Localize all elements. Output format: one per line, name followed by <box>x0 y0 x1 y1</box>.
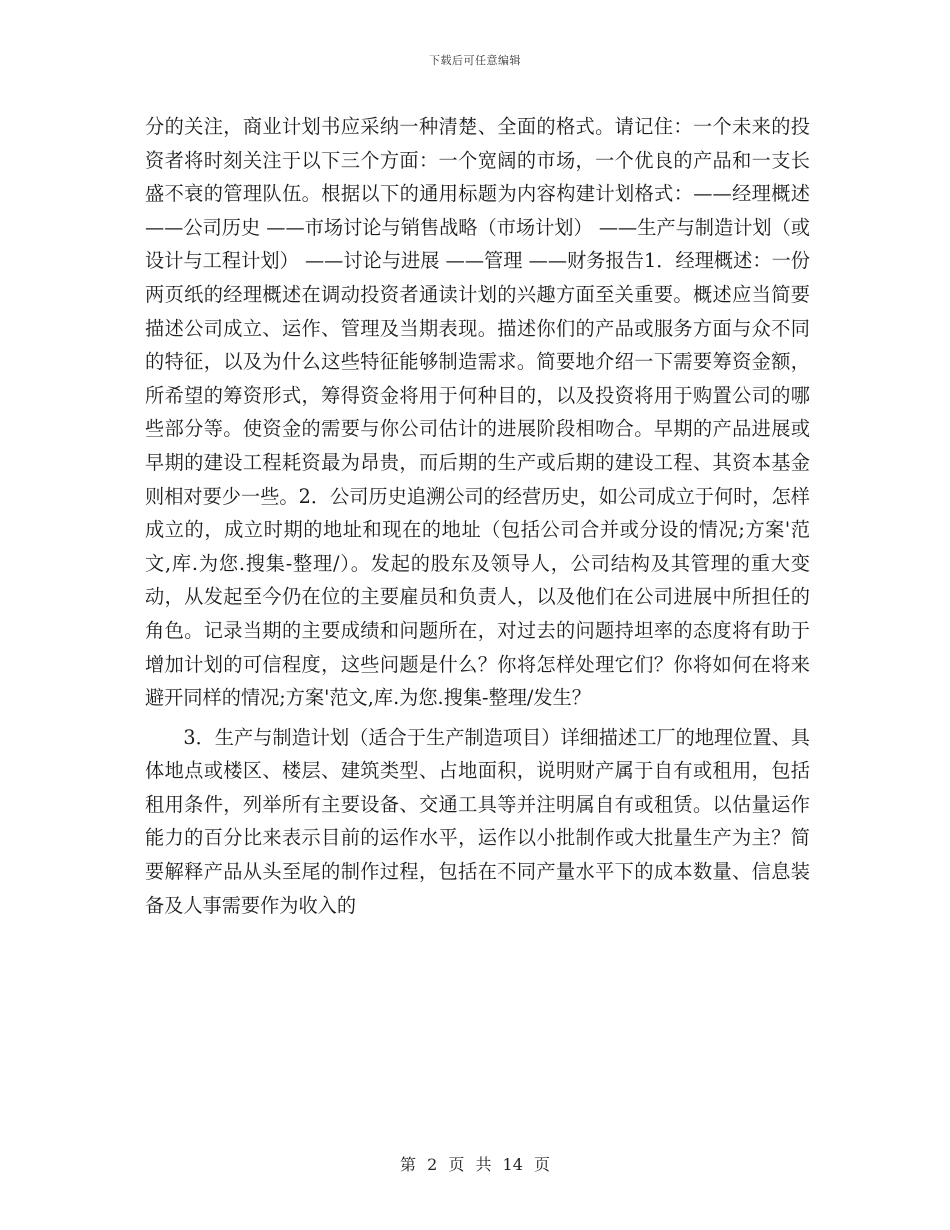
page-number: 第 2 页 共 14 页 <box>400 1155 550 1174</box>
page-header: 下载后可任意编辑 <box>429 54 521 67</box>
document-body <box>145 110 810 922</box>
body-paragraph: 3．生产与制造计划（适合于生产制造项目）详细描述工厂的地理位置、具体地点或楼区、楼层、建筑类型、占地面积，说明财产属于自有或租用，包括租用条件，列举所有主要设备、交通工具等并注明属自有或租赁。以估量运作能力的百分比来表示目前的运作水平，运作以小批制作或大批量生产为主？简要解释产品从头至尾的制作过程，包括在不同产量水平下的成本数量、信息装备及人事需要作为收入的 <box>145 725 810 917</box>
body-paragraph: 分的关注，商业计划书应采纳一种清楚、全面的格式。请记住：一个未来的投资者将时刻关注于以下三个方面：一个宽阔的市场，一个优良的产品和一支长盛不衰的管理队伍。根据以下的通用标题为内容构建计划格式：——经理概述 ——公司历史 ——市场讨论与销售战略（市场计划） ——生产与制造计划（或设计与工程计划） ——讨论与进展 ——管理 ——财务报告1．经理概述：一份两页纸的经理概述在调动投资者通读计划的兴趣方面至关重要。概述应当简要描述公司成立、运作、管理及当期表现。描述你们的产品或服务方面与众不同的特征，以及为什么这些特征能够制造需求。简要地介绍一下需要筹资金额，所希望的筹资形式，筹得资金将用于何种目的，以及投资将用于购置公司的哪些部分等。使资金的需要与你公司估计的进展阶段相吻合。早期的产品进展或早期的建设工程耗资最为昂贵，而后期的生产或后期的建设工程、其资本基金则相对要少一些。2．公司历史追溯公司的经营历史，如公司成立于何时，怎样成立的，成立时期的地址和现在的地址（包括公司合并或分设的情况;方案'范文,库.为您.搜集-整理/）。发起的股东及领导人，公司结构及其管理的重大变动，从发起至今仍在位的主要雇员和负责人，以及他们在公司进展中所担任的角色。记录当期的主要成绩和问题所在，对过去的问题持坦率的态度将有助于增加计划的可信程度，这些问题是什么？你将怎样处理它们？你将如何在将来避开同样的情况;方案'范文,库.为您.搜集-整理/发生？ <box>145 115 810 710</box>
